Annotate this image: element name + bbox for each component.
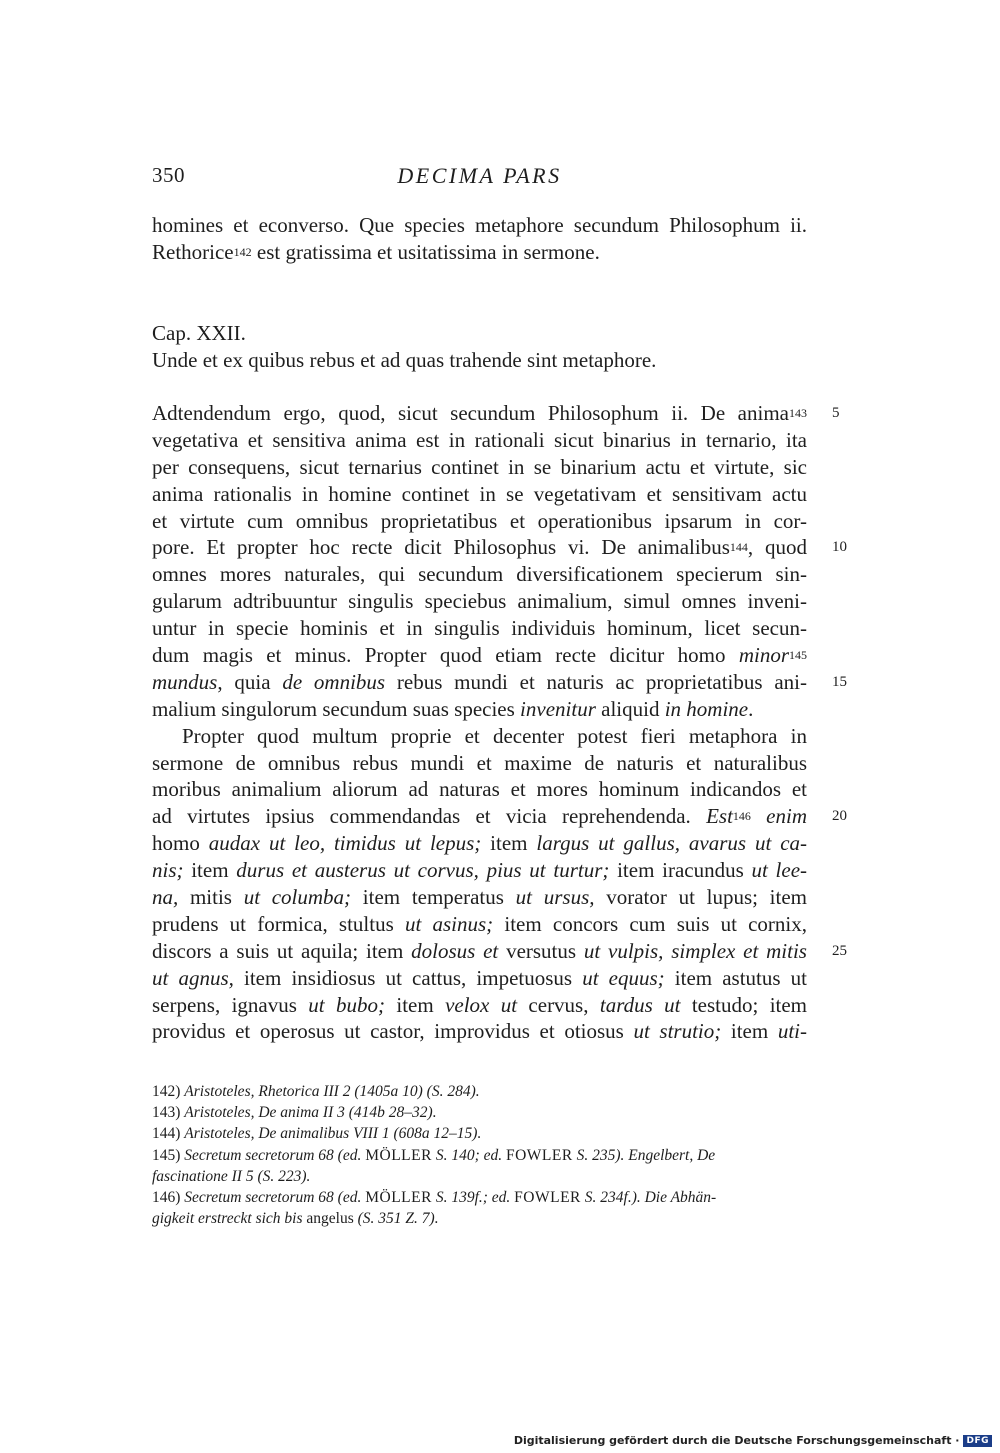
page-header xyxy=(152,163,807,195)
footnote: gigkeit erstreckt sich bis angelus (S. 351 Z. 7). xyxy=(152,1210,439,1228)
text-line: et virtute cum omnibus proprietatibus et operationibus ipsarum in cor- xyxy=(152,508,807,533)
text-line: homines et econverso. Que species metaphore secundum Philosophum ii. xyxy=(152,213,807,237)
text-line: providus et operosus ut castor, improvidus et otiosus ut strutio; item uti- xyxy=(152,1019,807,1044)
chapter-title: Unde et ex quibus rebus et ad quas trahende sint metaphore. xyxy=(152,347,657,372)
text-line: nis; item durus et austerus ut corvus, pius ut turtur; item iracundus ut lee- xyxy=(152,858,808,883)
text-line: serpens, ignavus ut bubo; item velox ut cervus, tardus ut testudo; item xyxy=(152,992,808,1017)
line-number: 10 xyxy=(832,539,847,556)
footnote: 143) Aristoteles, De anima II 3 (414b 28–32). xyxy=(152,1104,437,1122)
text-line: prudens ut formica, stultus ut asinus; item concors cum suis ut cornix, xyxy=(152,911,807,936)
text-line: dum magis et minus. Propter quod etiam recte dicitur homo minor$^{145}$ xyxy=(152,643,807,668)
footnote: 146) Secretum secretorum 68 (ed. MÖLLER S. 139f.; ed. FOWLER S. 234f.). Die Abhän- xyxy=(152,1188,717,1206)
footnote: 142) Aristoteles, Rhetorica III 2 (1405a 10) (S. 284). xyxy=(152,1083,480,1100)
footnote: 145) Secretum secretorum 68 (ed. MÖLLER S. 140; ed. FOWLER S. 235). Engelbert, De xyxy=(152,1146,716,1164)
text-line: sermone de omnibus rebus mundi et maxime de naturis et naturalibus xyxy=(152,750,807,775)
text-line: Rethorice$^{142}$ est gratissima et usitatissima in sermone. xyxy=(152,239,600,264)
footnote: 144) Aristoteles, De animalibus VIII 1 (608a 12–15). xyxy=(152,1125,482,1143)
text-line: ad virtutes ipsius commendandas et vicia reprehendenda. Est$^{146}$ enim 20 xyxy=(152,803,807,830)
footnote: fascinatione II 5 (S. 223). xyxy=(152,1167,311,1185)
footnotes xyxy=(152,1081,807,1229)
text-line: Adtendendum ergo, quod, sicut secundum Philosophum ii. De anima$^{143}$ 5 xyxy=(152,400,807,427)
text-line: gularum adtribuuntur singulis speciebus animalium, simul omnes inveni- xyxy=(152,589,807,614)
line-number: 20 xyxy=(832,808,847,825)
line-number: 15 xyxy=(832,673,847,690)
dfg-banner xyxy=(514,1434,992,1447)
text-line: homo audax ut leo, timidus ut lepus; item largus ut gallus, avarus ut ca- xyxy=(152,831,808,856)
line-number: 5 xyxy=(832,405,840,421)
intro-paragraph xyxy=(152,212,807,266)
text-line: anima rationalis in homine continet in se vegetativam et sensitivam actu xyxy=(152,481,807,506)
chapter-heading xyxy=(152,320,807,374)
text-line: omnes mores naturales, qui secundum diversificationem specierum sin- xyxy=(152,562,807,587)
page-number: 350 xyxy=(152,163,185,187)
chapter-number: Cap. XXII. xyxy=(152,321,246,345)
running-head: DECIMA PARS xyxy=(397,163,562,188)
text-line: mundus, quia de omnibus rebus mundi et naturis ac proprietatibus ani- 15 xyxy=(152,669,807,696)
text-line: na, mitis ut columba; item temperatus ut ursus, vorator ut lupus; item xyxy=(152,885,807,910)
text-line: vegetativa et sensitiva anima est in rationali sicut binarius in ternario, ita xyxy=(152,427,807,452)
dfg-logo: DFG xyxy=(963,1435,992,1447)
text-line: Propter quod multum proprie et decenter potest fieri metaphora in xyxy=(182,723,807,748)
text-line: untur in specie hominis et in singulis individuis hominum, licet secun- xyxy=(152,616,807,641)
text-line: pore. Et propter hoc recte dicit Philosophus vi. De animalibus$^{144}$, quod 10 xyxy=(152,534,807,561)
line-number: 25 xyxy=(832,942,847,959)
text-line: moribus animalium aliorum ad naturas et mores hominum indicandos et xyxy=(152,777,807,802)
dfg-banner-text: Digitalisierung gefördert durch die Deutsche Forschungsgemeinschaft · xyxy=(513,1434,960,1447)
text-line: malium singulorum secundum suas species invenitur aliquid in homine. xyxy=(152,696,754,721)
text-line: discors a suis ut aquila; item dolosus et versutus ut vulpis, simplex et mitis 25 xyxy=(152,938,807,965)
main-text xyxy=(152,400,847,1045)
text-line: ut agnus, item insidiosus ut cattus, impetuosus ut equus; item astutus ut xyxy=(152,965,808,990)
text-line: per consequens, sicut ternarius continet in se binarium actu et virtute, sic xyxy=(152,454,807,479)
